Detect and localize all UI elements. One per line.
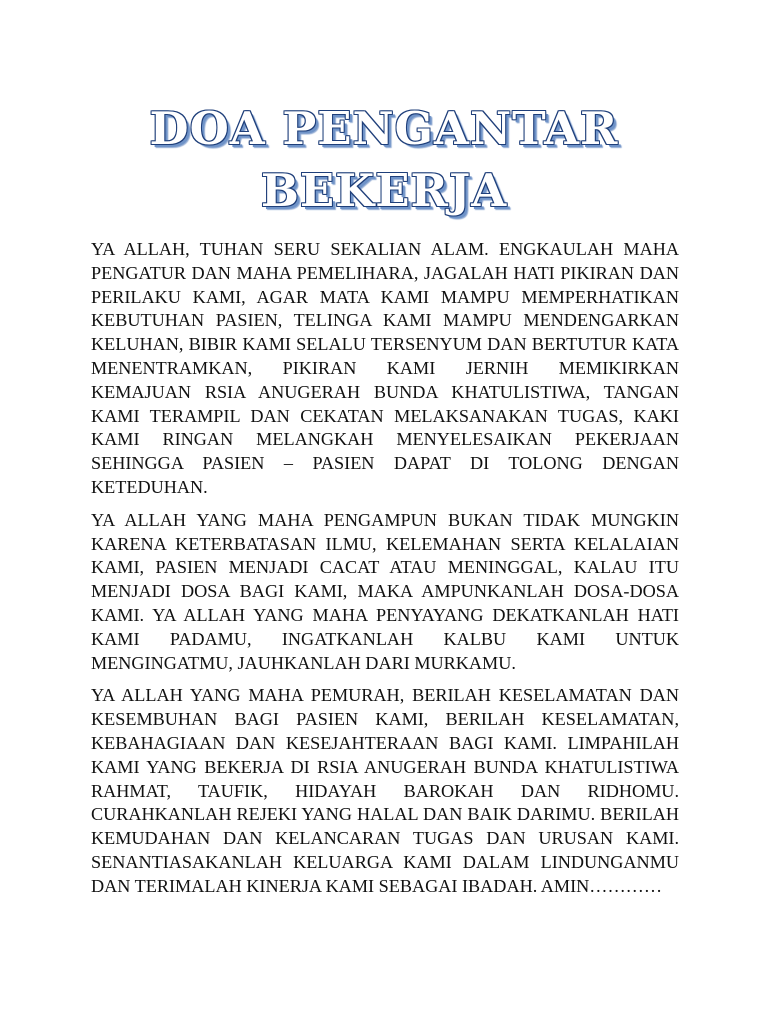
prayer-body xyxy=(91,238,679,899)
paragraph-2: YA ALLAH YANG MAHA PENGAMPUN BUKAN TIDAK MUNGKIN KARENA KETERBATASAN ILMU, KELEMAHAN SERTA KELALAIAN KAMI, PASIEN MENJADI CACAT ATAU MENINGGAL, KALAU ITU MENJADI DOSA BAGI KAMI, MAKA AMPUNKANLAH DOSA-DOSA KAMI. YA ALLAH YANG MAHA PENYAYANG DEKATKANLAH HATI KAMI PADAMU, INGATKANLAH KALBU KAMI UNTUK MENGINGATMU, JAUHKANLAH DARI MURKAMU. xyxy=(91,509,679,673)
title-line-2: BEKERJA xyxy=(260,164,508,217)
paragraph-1: YA ALLAH, TUHAN SERU SEKALIAN ALAM. ENGKAULAH MAHA PENGATUR DAN MAHA PEMELIHARA, JAGALAH HATI PIKIRAN DAN PERILAKU KAMI, AGAR MATA KAMI MAMPU MEMPERHATIKAN KEBUTUHAN PASIEN, TELINGA KAMI MAMPU MENDENGARKAN KELUHAN, BIBIR KAMI SELALU TERSENYUM DAN BERTUTUR KATA MENENTRAMKAN, PIKIRAN KAMI JERNIH MEMIKIRKAN KEMAJUAN RSIA ANUGERAH BUNDA KHATULISTIWA, TANGAN KAMI TERAMPIL DAN CEKATAN MELAKSANAKAN TUGAS, KAKI KAMI RINGAN MELANGKAH MENYELESAIKAN PEKERJAAN SEHINGGA PASIEN – PASIEN DAPAT DI TOLONG DENGAN KETEDUHAN. xyxy=(91,239,679,497)
page-title xyxy=(0,98,768,222)
paragraph-3: YA ALLAH YANG MAHA PEMURAH, BERILAH KESELAMATAN DAN KESEMBUHAN BAGI PASIEN KAMI, BERILAH KESELAMATAN, KEBAHAGIAAN DAN KESEJAHTERAAN BAGI KAMI. LIMPAHILAH KAMI YANG BEKERJA DI RSIA ANUGERAH BUNDA KHATULISTIWA RAHMAT, TAUFIK, HIDAYAH BAROKAH DAN RIDHOMU. CURAHKANLAH REJEKI YANG HALAL DAN BAIK DARIMU. BERILAH KEMUDAHAN DAN KELANCARAN TUGAS DAN URUSAN KAMI. SENANTIASAKANLAH KELUARGA KAMI DALAM LINDUNGANMU DAN TERIMALAH KINERJA KAMI SEBAGAI IBADAH. AMIN………… xyxy=(91,685,679,896)
title-line-1: DOA PENGANTAR xyxy=(149,102,619,155)
